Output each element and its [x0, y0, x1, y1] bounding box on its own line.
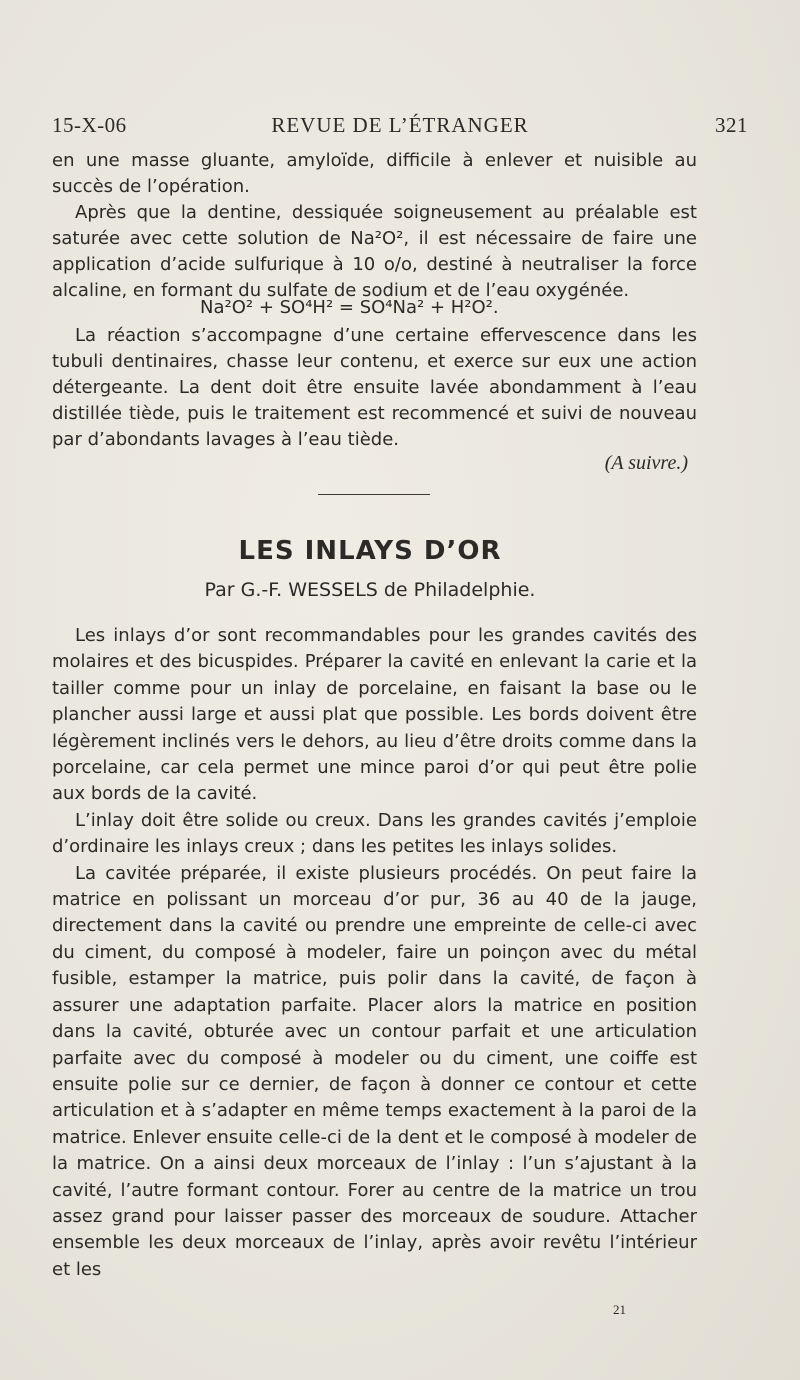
continuation-text-bottom — [52, 323, 697, 453]
continuation-text-top — [52, 148, 697, 304]
article-title: LES INLAYS D’OR — [238, 536, 502, 566]
signature-number: 21 — [613, 1302, 626, 1317]
section-divider — [318, 494, 430, 495]
paragraph: Après que la dentine, dessiquée soigneusement au préalable est saturée avec cette solution de Na²O², il est nécessaire de faire une application d’acide sulfurique à 10 o/o, destiné à neutraliser la force alcaline, en formant du sulfate de sodium et de l’eau oxygénée. — [52, 202, 697, 301]
chemical-formula: Na²O² + SO⁴H² = SO⁴Na² + H²O². — [200, 297, 499, 318]
article-byline: Par G.-F. WESSELS de Philadelphie. — [204, 579, 536, 601]
running-header — [52, 113, 748, 145]
paragraph: en une masse gluante, amyloïde, difficile à enlever et nuisible au succès de l’opération. — [52, 150, 697, 197]
to-be-continued: (A suivre.) — [604, 452, 688, 474]
paragraph: La réaction s’accompagne d’une certaine effervescence dans les tubuli dentinaires, chasse leur contenu, et exerce sur eux une action détergeante. La dent doit être ensuite lavée abondamment à l’eau distillée tiède, puis le traitement est recommencé et suivi de nouveau par d’abondants lavages à l’eau tiède. — [52, 325, 697, 450]
article-body — [52, 623, 697, 1283]
paragraph: La cavitée préparée, il existe plusieurs procédés. On peut faire la matrice en polissant un morceau d’or pur, 36 au 40 de la jauge, directement dans la cavité ou prendre une empreinte de celle-ci avec du ciment, du composé à modeler, faire un poinçon avec du métal fusible, estamper la matrice, puis polir dans la cavité, de façon à assurer une adaptation parfaite. Placer alors la matrice en position dans la cavité, obturée avec un contour parfait et une articulation parfaite avec du composé à modeler ou du ciment, une coiffe est ensuite polie sur ce dernier, de façon à donner ce contour et cette articulation et à s’adapter en même temps exactement à la paroi de la matrice. Enlever ensuite celle-ci de la dent et le composé à modeler de la matrice. On a ainsi deux morceaux de l’inlay : l’un s’ajustant à la cavité, l’autre formant contour. Forer au centre de la matrice un trou assez grand pour laisser passer des morceaux de soudure. Attacher ensemble les deux morceaux de l’inlay, après avoir revêtu l’intérieur et les — [52, 862, 697, 1280]
paragraph: L’inlay doit être solide ou creux. Dans les grandes cavités j’emploie d’ordinaire les inlays creux ; dans les petites les inlays solides. — [52, 809, 697, 858]
paragraph: Les inlays d’or sont recommandables pour les grandes cavités des molaires et des bicuspides. Préparer la cavité en enlevant la carie et la tailler comme pour un inlay de porcelaine, en faisant la base ou le plancher aussi large et aussi plat que possible. Les bords doivent être légèrement inclinés vers le dehors, au lieu d’être droits comme dans la porcelaine, car cela permet une mince paroi d’or qui peut être polie aux bords de la cavité. — [52, 625, 697, 805]
header-journal-title: REVUE DE L’ÉTRANGER — [271, 113, 529, 137]
header-date: 15-X-06 — [52, 113, 127, 137]
header-page-number: 321 — [715, 113, 748, 137]
